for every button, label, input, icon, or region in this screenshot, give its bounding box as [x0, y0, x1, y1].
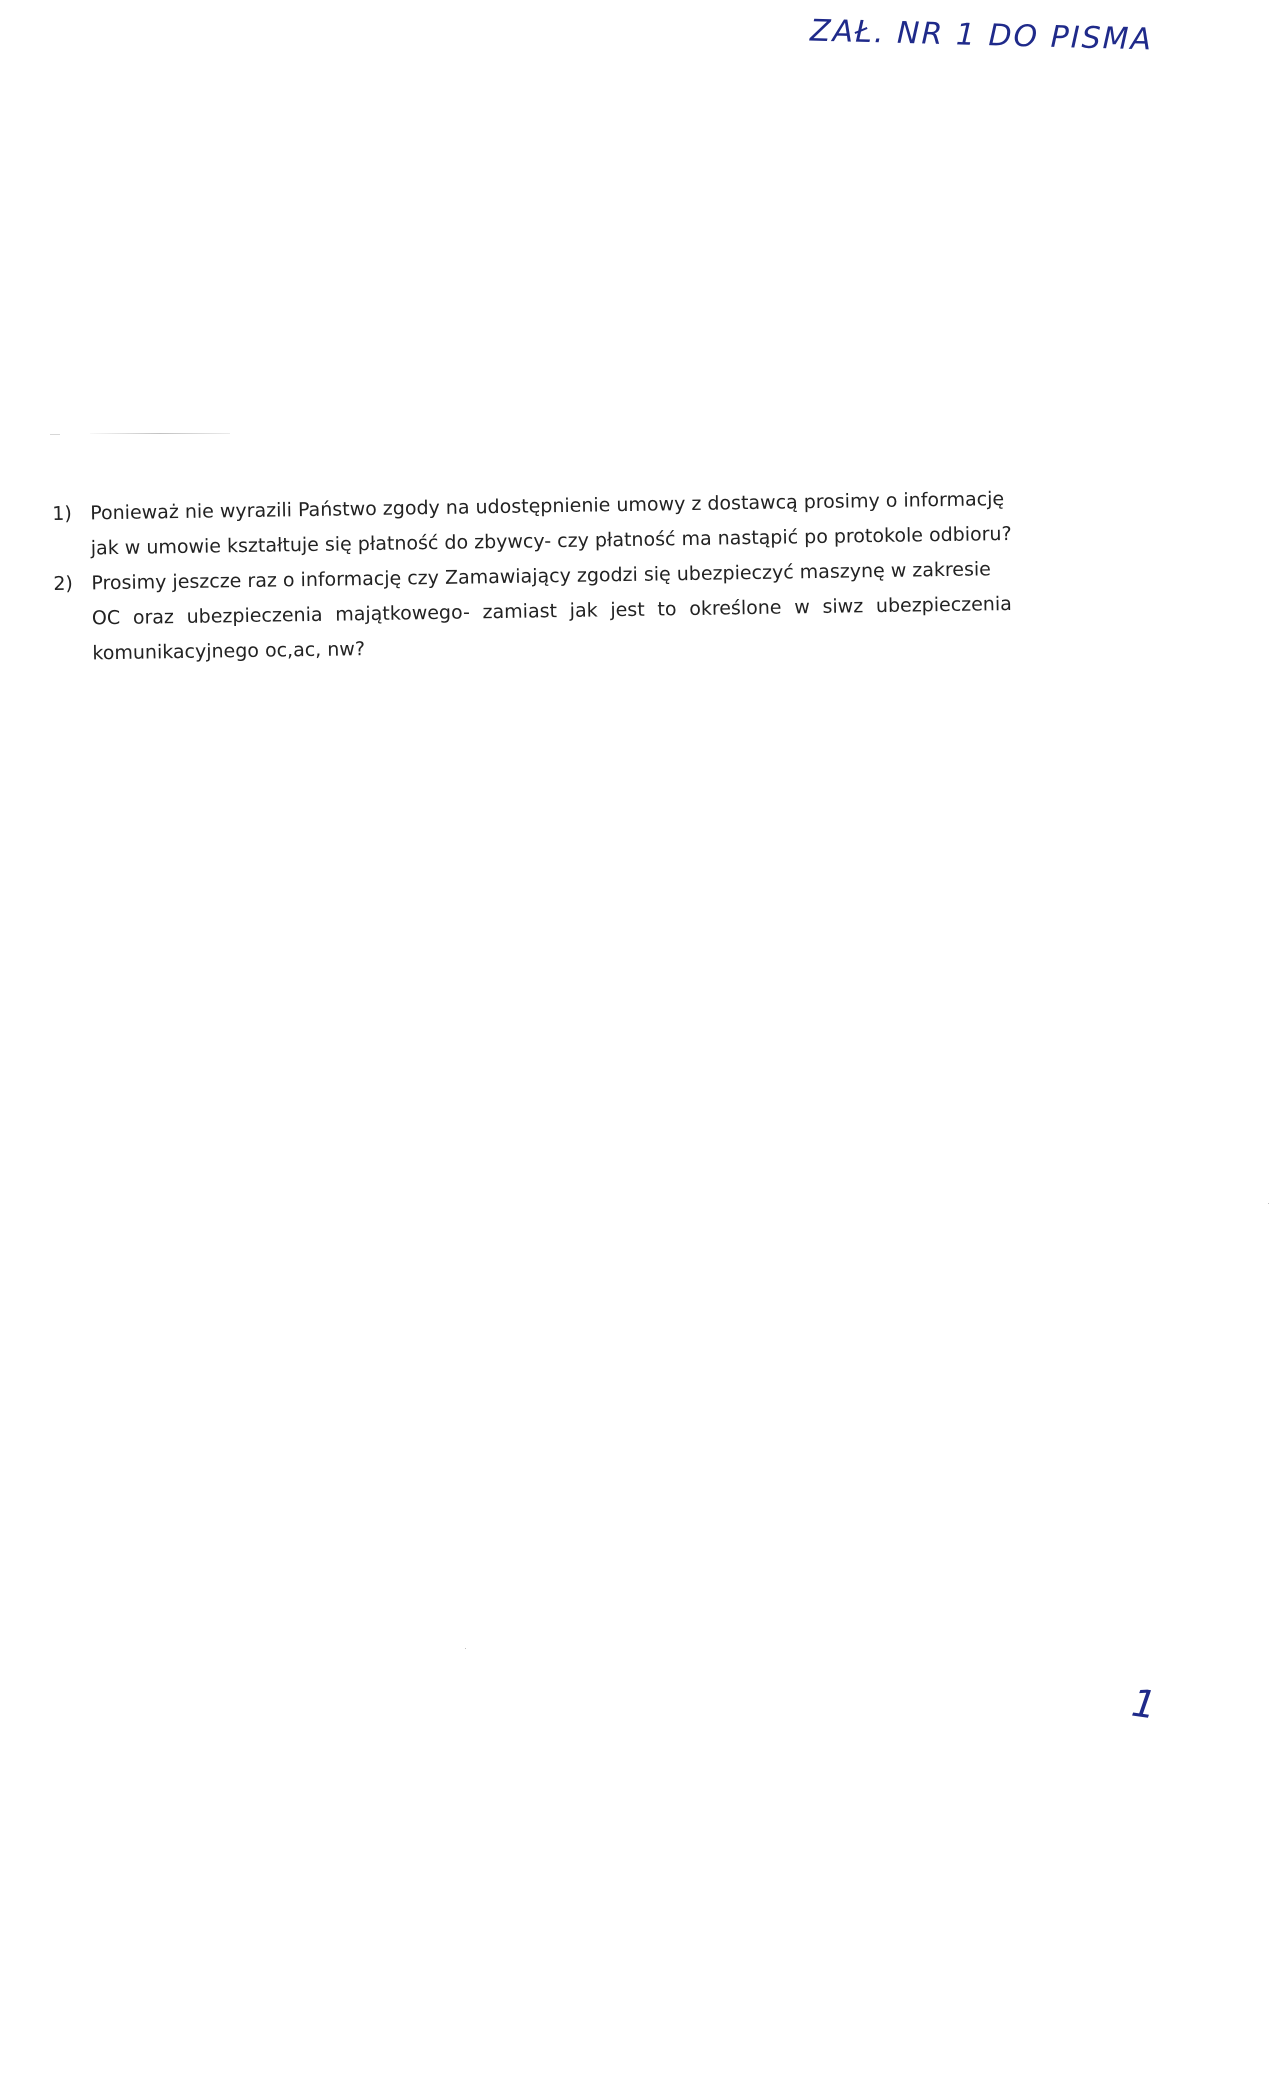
question-number: 2): [53, 572, 74, 595]
scan-speck: [465, 1648, 466, 1649]
scan-artifact-line: [90, 433, 230, 434]
question-text-line: Ponieważ nie wyrazili Państwo zgody na udostępnienie umowy z dostawcą prosimy o informację: [90, 488, 1005, 525]
handwritten-page-number: 1: [1129, 1680, 1160, 1728]
question-text-line: jak w umowie kształtuje się płatność do zbywcy- czy płatność ma nastąpić po protokole odbioru?: [90, 522, 1012, 560]
scan-artifact-dash: [50, 434, 60, 435]
question-text-line: komunikacyjnego oc,ac, nw?: [92, 638, 366, 665]
scan-speck: [1268, 1203, 1269, 1204]
question-item-2: [53, 552, 1012, 672]
question-text-line: Prosimy jeszcze raz o informację czy Zamawiający zgodzi się ubezpieczyć maszynę w zakresie: [91, 558, 992, 595]
question-number: 1): [52, 502, 72, 525]
question-text-line: OC oraz ubezpieczenia majątkowego- zamiast jak jest to określone w siwz ubezpieczenia: [91, 592, 1012, 630]
handwritten-attachment-note: ZAŁ. NR 1 DO PISMA: [809, 13, 1154, 58]
questions-list: [52, 482, 1012, 672]
